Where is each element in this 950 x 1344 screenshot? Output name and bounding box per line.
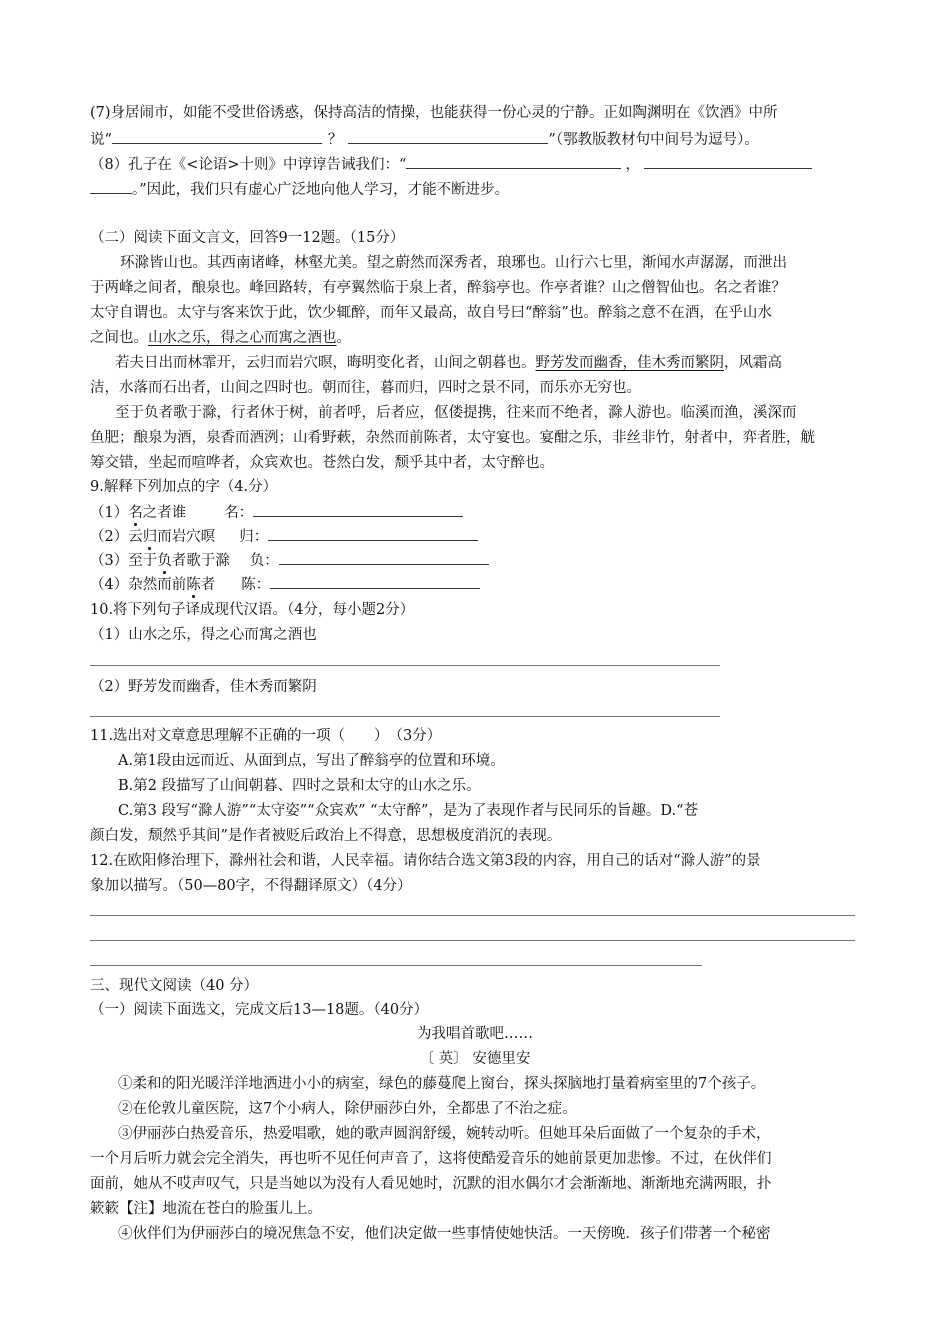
passage-p3-line1: 至于负者歌于滁，行者休于树，前者呼，后者应，伛偻提携，往来而不绝者，滁人游也。临溪而渔，溪深而 — [115, 405, 797, 421]
q12-answer-line-1[interactable] — [90, 915, 855, 916]
section2-heading: （二）阅读下面文言文，回答9一12题。（15分） — [90, 230, 405, 246]
q8-line1: （8）孔子在《<论语>十则》中谆谆告诫我们：“ ， — [90, 153, 812, 175]
q11-option-c-line1: C.第3 段写“滁人游”“太守姿”“众宾欢” “太守醉”，是为了表现作者与民同乐的旨趣。D.“苍 — [118, 803, 699, 819]
passage-p2-line1: 若夫日出而林霏开，云归而岩穴暝，晦明变化者，山间之朝暮也。野芳发而幽香，佳木秀而繁阴，风霜高 — [115, 355, 782, 371]
q10-answer-line-1[interactable] — [90, 665, 720, 666]
story-para-3-line4: 簌簌【注】地流在苍白的脸蛋儿上。 — [90, 1201, 322, 1217]
q10-sentence-1: （1）山水之乐，得之心而寓之酒也 — [90, 627, 317, 643]
q12-answer-line-2[interactable] — [90, 940, 855, 941]
q8-line2: 。”因此，我们只有虚心广泛地向他人学习，才能不断进步。 — [90, 178, 509, 200]
q8-blank-2[interactable] — [644, 153, 812, 169]
story-author: 〔 英〕 安德里安 — [419, 1051, 531, 1067]
q8-blank-3[interactable] — [90, 178, 132, 194]
passage-p3-line2: 鱼肥；酿泉为酒，泉香而酒洌；山肴野蔌，杂然而前陈者，太守宴也。宴酣之乐，非丝非竹，射者中，弈者胜，觥 — [90, 430, 815, 446]
passage-p2-line2: 洁，水落而石出者，山间之四时也。朝而往，暮而归，四时之景不同，而乐亦无穷也。 — [90, 380, 641, 396]
passage-p1-line2: 于两峰之间者，酿泉也。峰回路转，有亭翼然临于泉上者，醉翁亭也。作亭者谁？山之僧智仙也。名之者谁？ — [90, 280, 786, 296]
q10-answer-line-2[interactable] — [90, 716, 720, 717]
q12-answer-line-3[interactable] — [90, 965, 702, 966]
q11-option-b: B.第2 段描写了山间朝暮、四时之景和太守的山水之乐。 — [118, 778, 481, 794]
story-para-3-line3: 面前，她从不哎声叹气，只是当她以为没有人看见她时，沉默的泪水偶尔才会渐渐地、渐渐地充满两眼，扑 — [90, 1176, 772, 1192]
q11-option-a: A.第1段由远而近、从面到点，写出了醉翁亭的位置和环境。 — [118, 753, 505, 769]
q7-blank-2[interactable] — [348, 128, 548, 144]
passage-p1-line3: 太守自谓也。太守与客来饮于此，饮少辄醉，而年又最高，故自号曰“醉翁”也。醉翁之意不在酒，在乎山水 — [90, 305, 772, 321]
q7-line2: 说“ ？ ”（鄂教版教材句中间号为逗号）。 — [90, 128, 759, 150]
q9-blank-1[interactable] — [253, 501, 463, 517]
q12-line2: 象加以描写。（50—80字，不得翻译原文）（4分） — [90, 878, 412, 894]
q9-blank-2[interactable] — [268, 525, 478, 541]
story-para-1: ①柔和的阳光暖洋洋地洒进小小的病室，绿色的藤蔓爬上窗台，探头探脑地打量着病室里的7个孩子。 — [118, 1076, 766, 1092]
q9-blank-4[interactable] — [270, 573, 480, 589]
passage-p1-line4: 之间也。山水之乐，得之心而寓之酒也。 — [90, 330, 351, 346]
q8-blank-1[interactable] — [406, 153, 621, 169]
story-para-3-line2: 一个月后听力就会完全消失，再也听不见任何声音了，这将使酷爱音乐的她前景更加悲惨。不过，在伙伴们 — [90, 1151, 772, 1167]
q12-line1: 12.在欧阳修治理下，滁州社会和谐，人民幸福。请你结合选文第3段的内容，用自己的话对“滁人游”的景 — [90, 853, 761, 869]
underlined-sentence-1: 山水之乐，得之心而寓之酒也 — [148, 330, 337, 346]
q9-item-3: （3）至于负者歌于滁 负： — [90, 549, 489, 571]
q7-line1: (7)身居闹市，如能不受世俗诱惑，保持高洁的情操，也能获得一份心灵的宁静。正如陶渊明在《饮酒》中所 — [90, 105, 778, 121]
q7-blank-1[interactable] — [112, 128, 322, 144]
q11-title: 11.选出对文章意思理解不正确的一项（ ） （3分） — [90, 728, 442, 744]
story-para-4-line1: ④伙伴们为伊丽莎白的境况焦急不安，他们决定做一些事情使她快活。一天傍晚．孩子们带著一个秘密 — [118, 1226, 771, 1242]
passage-p1-line1: 环滁皆山也。其西南诸峰，林壑尤美。望之蔚然而深秀者，琅琊也。山行六七里，渐闻水声潺潺，而泄出 — [120, 255, 787, 271]
q9-blank-3[interactable] — [279, 549, 489, 565]
q9-item-1: （1）名之者谁 名： — [90, 501, 463, 523]
q11-option-c-line2: 颜白发，颓然乎其间”是作者被贬后政治上不得意，思想极度消沉的表现。 — [90, 828, 562, 844]
story-para-2: ②在伦敦儿童医院，这7个小病人，除伊丽莎白外，全都患了不治之症。 — [118, 1101, 577, 1117]
underlined-sentence-2: 野芳发而幽香，佳木秀而繁阴 — [535, 355, 724, 371]
story-title: 为我唱首歌吧…… — [417, 1026, 533, 1042]
q9-title: 9.解释下列加点的字（4.分） — [90, 479, 278, 495]
q9-item-4: （4）杂然而前陈者 陈： — [90, 573, 480, 595]
section3-heading: 三、现代文阅读（40 分） — [90, 978, 259, 994]
passage-p3-line3: 筹交错，坐起而喧哗者，众宾欢也。苍然白发，颓乎其中者，太守醉也。 — [90, 455, 554, 471]
q10-title: 10.将下列句子译成现代汉语。（4分，每小题2分） — [90, 602, 415, 618]
q9-item-2: （2）云归而岩穴暝 归： — [90, 525, 478, 547]
story-para-3-line1: ③伊丽莎白热爱音乐，热爱唱歌，她的歌声圆润舒缓，婉转动听。但她耳朵后面做了一个复杂的手术， — [118, 1126, 771, 1142]
q10-sentence-2: （2）野芳发而幽香，佳木秀而繁阴 — [90, 679, 317, 695]
section3-subheading: （一）阅读下面选文，完成文后13—18题。（40分） — [90, 1002, 429, 1018]
